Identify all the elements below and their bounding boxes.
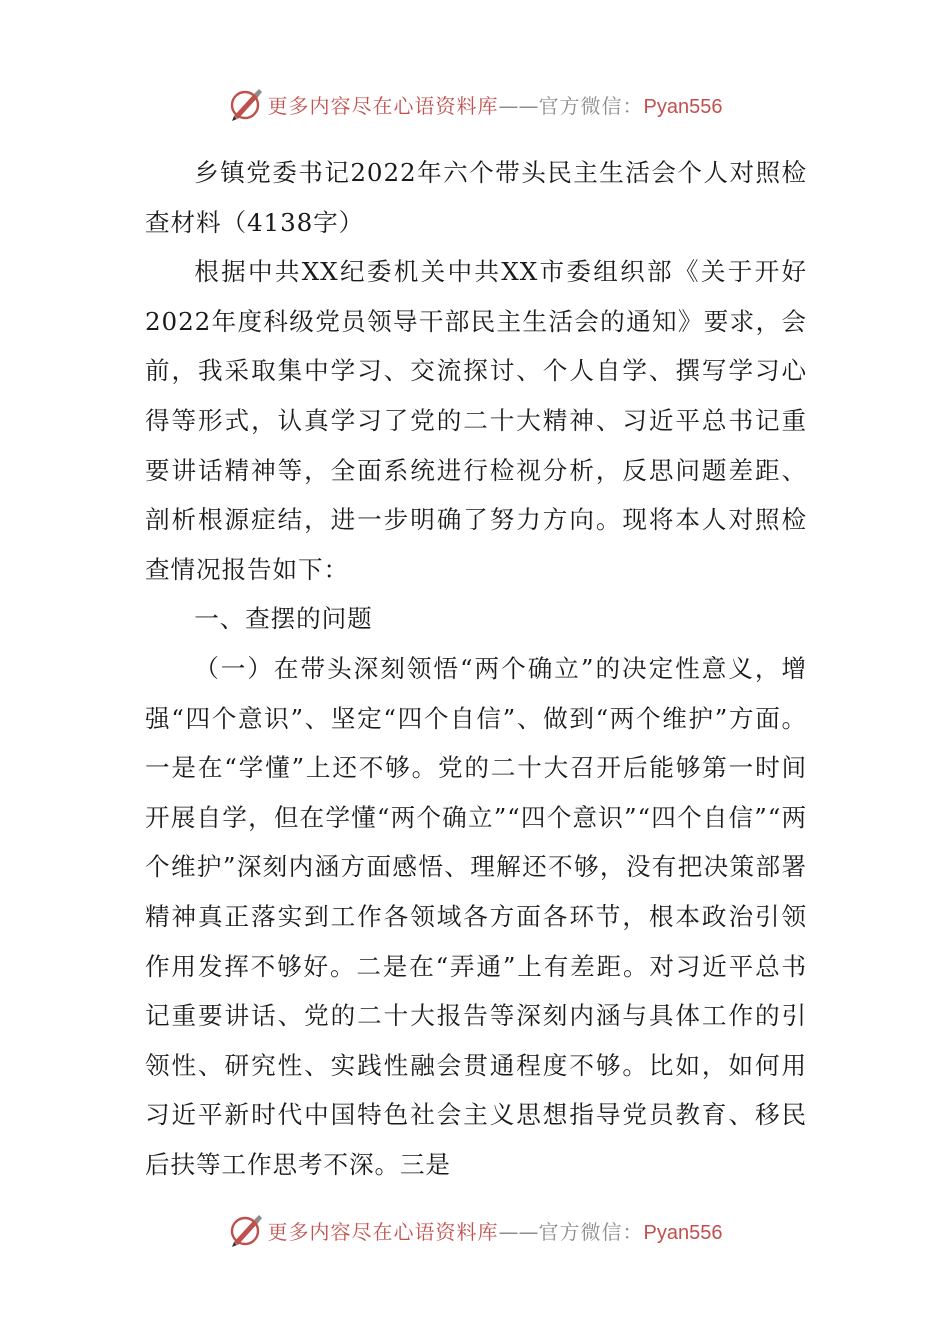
watermark-banner-top — [0, 84, 950, 124]
watermark-wechat-id: Pyan556 — [643, 95, 723, 118]
watermark-text — [268, 1216, 723, 1245]
paragraph-section-1: （一）在带头深刻领悟“两个确立”的决定性意义，增强“四个意识”、坚定“四个自信”、做到“两个维护”方面。一是在“学懂”上还不够。党的二十大召开后能够第一时间开展自学，但在学懂“两个确立”“四个意识”“四个自信”“两个维护”深刻内涵方面感悟、理解还不够，没有把决策部署精神真正落实到工作各领域各方面各环节，根本政治引领作用发挥不够好。二是在“弄通”上有差距。对习近平总书记重要讲话、党的二十大报告等深刻内涵与具体工作的引领性、研究性、实践性融会贯通程度不够。比如，如何用习近平新时代中国特色社会主义思想指导党员教育、移民后扶等工作思考不深。三是 — [145, 653, 807, 1179]
paragraph-intro: 根据中共XX纪委机关中共XX市委组织部《关于开好2022年度科级党员领导干部民主生活会的通知》要求，会前，我采取集中学习、交流探讨、个人自学、撰写学习心得等形式，认真学习了党的二十大精神、习近平总书记重要讲话精神等，全面系统进行检视分析，反思问题差距、剖析根源症结，进一步明确了努力方向。现将本人对照检查情况报告如下： — [145, 257, 807, 584]
watermark-banner-bottom — [0, 1210, 950, 1250]
document-title: 乡镇党委书记2022年六个带头民主生活会个人对照检查材料（4138字） — [145, 158, 807, 237]
document-body — [145, 148, 807, 1189]
watermark-separator: —— — [498, 93, 539, 118]
pen-logo-icon — [228, 1212, 264, 1248]
watermark-site-text: 更多内容尽在心语资料库 — [267, 93, 499, 118]
pen-logo-icon — [228, 86, 264, 122]
watermark-wechat-id: Pyan556 — [643, 1221, 723, 1244]
watermark-label: 官方微信： — [538, 1219, 644, 1244]
watermark-separator: —— — [498, 1219, 539, 1244]
watermark-label: 官方微信： — [538, 93, 644, 118]
section-heading: 一、查摆的问题 — [194, 604, 373, 634]
watermark-site-text: 更多内容尽在心语资料库 — [267, 1219, 499, 1244]
watermark-text — [268, 90, 723, 119]
